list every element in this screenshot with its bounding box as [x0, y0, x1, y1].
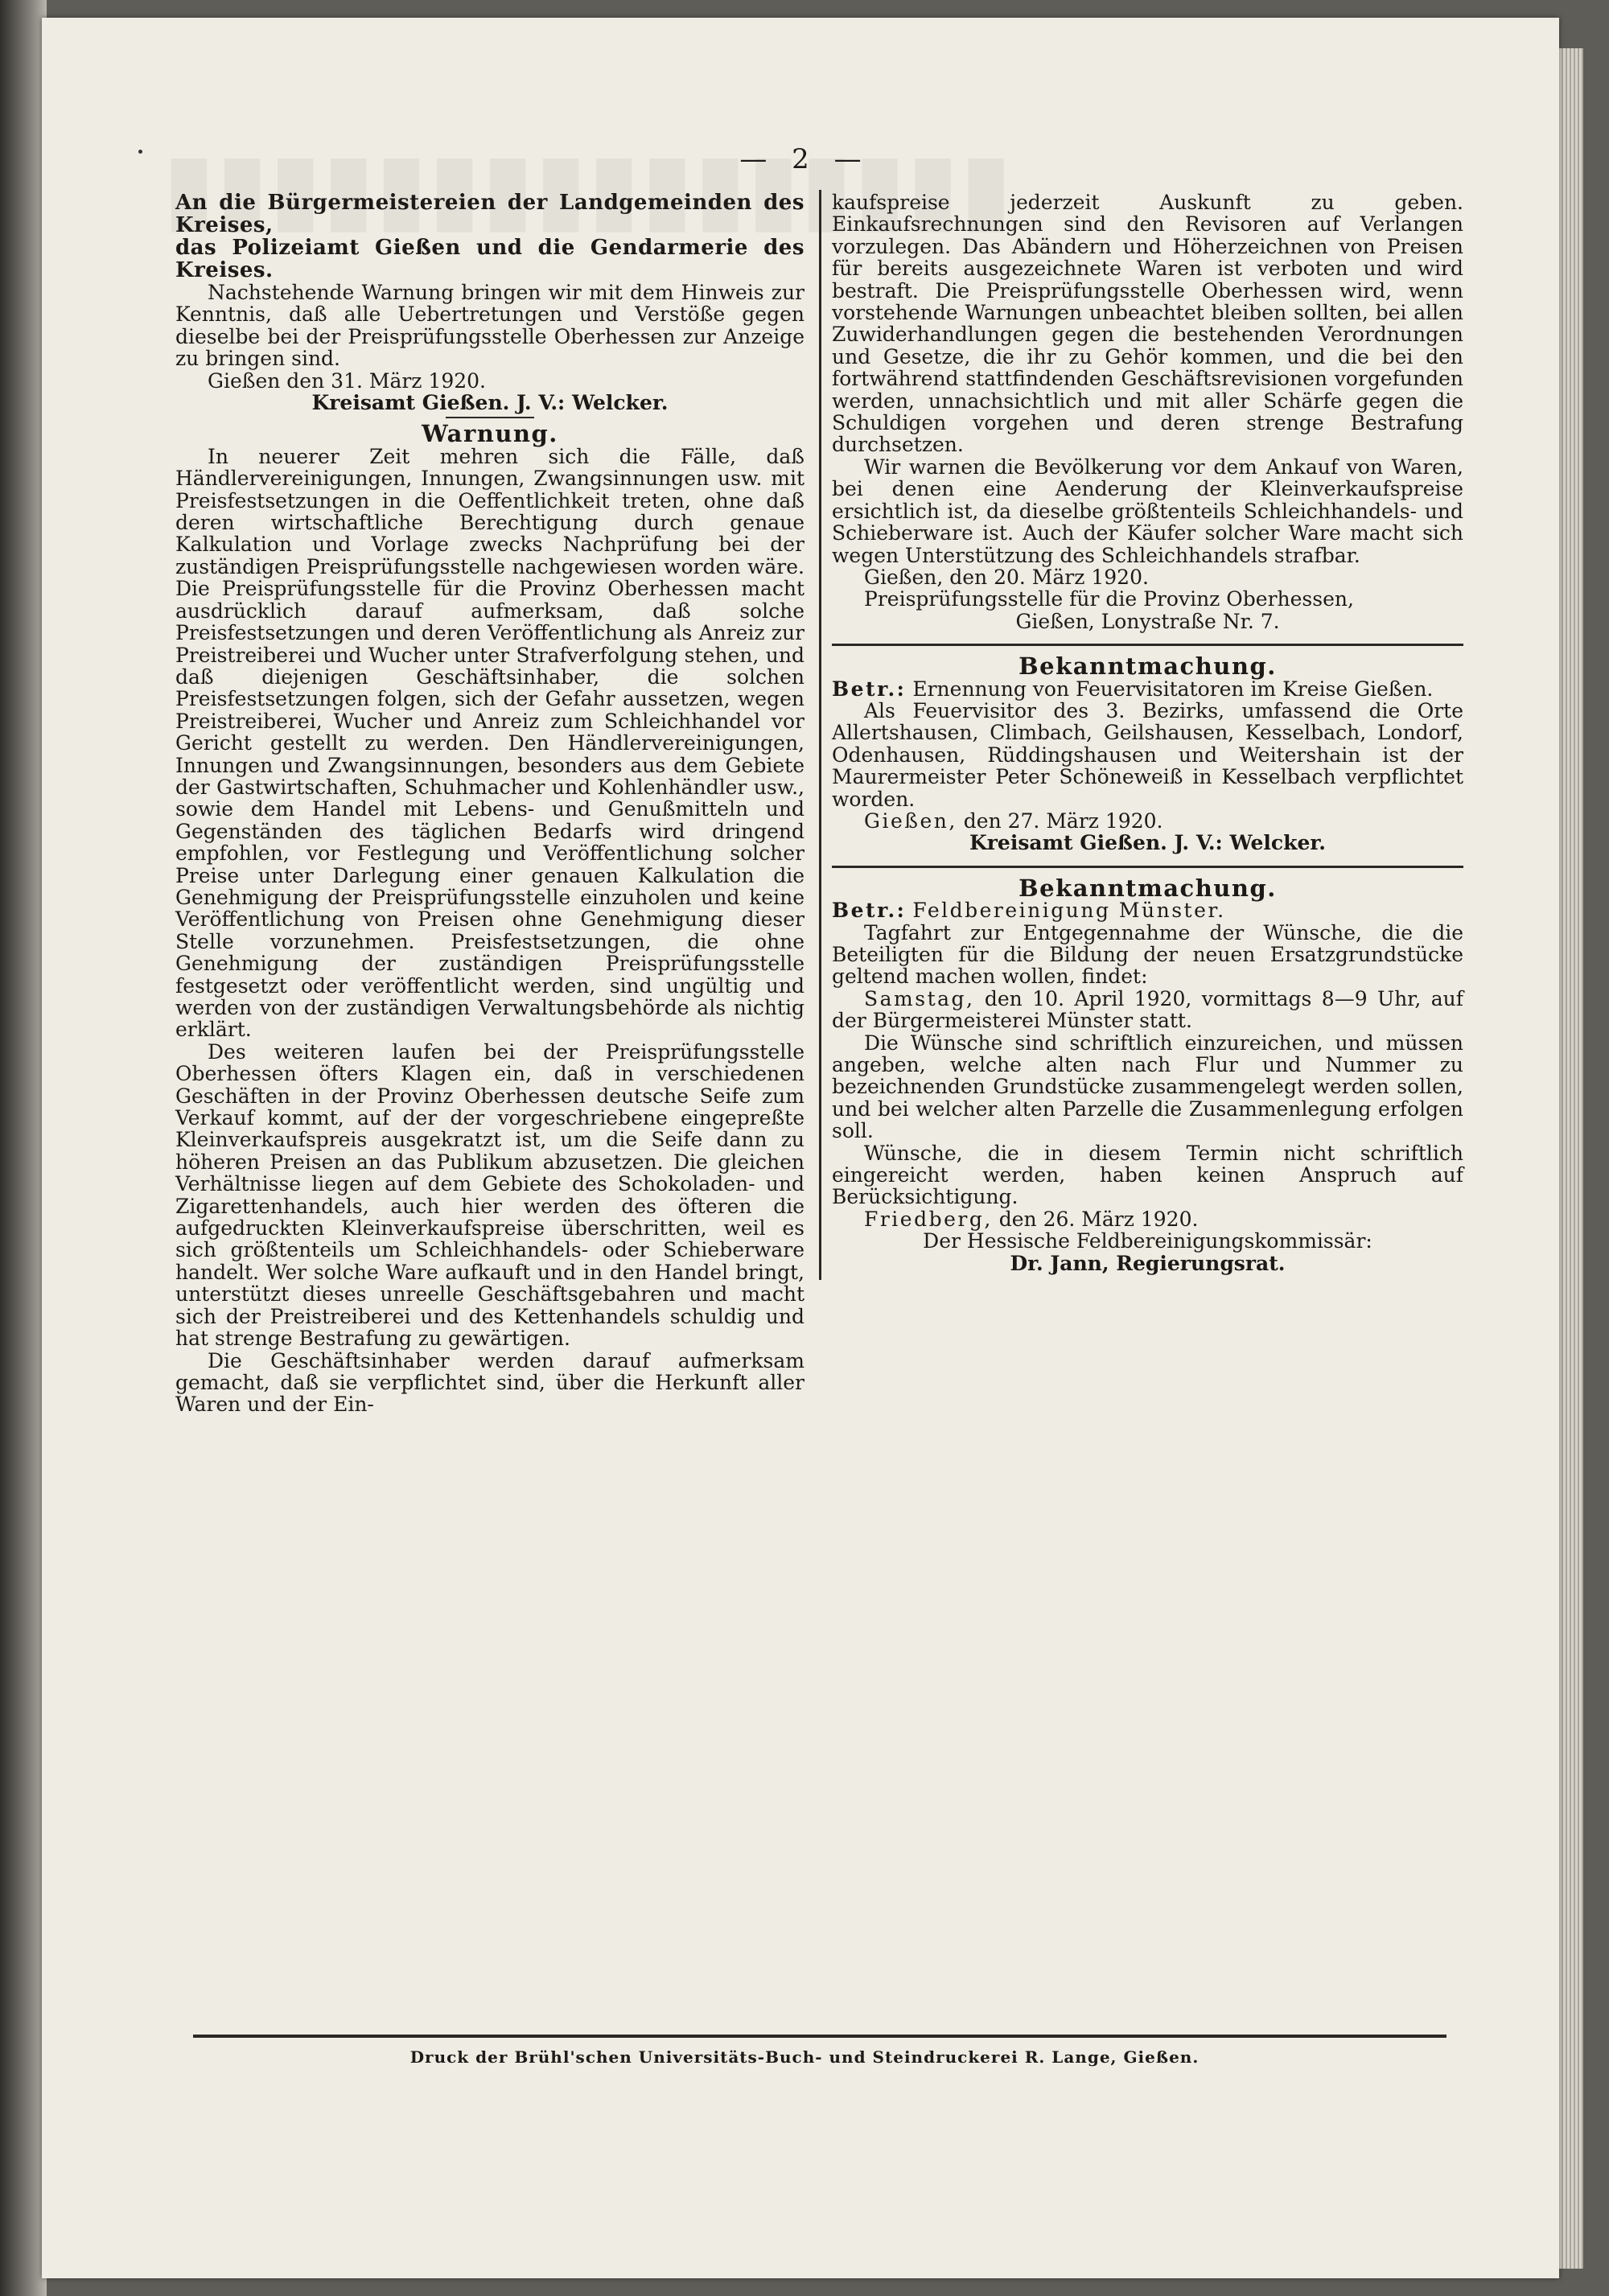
notice1-dateline: [832, 810, 1463, 832]
warning-paragraph-3: Die Geschäftsinhaber werden darauf aufmerksam gemacht, daß sie verpflichtet sind, über die Herkunft aller Waren und der Ein-: [175, 1348, 804, 1417]
warning-signature-line2: Gießen, Lonystraße Nr. 7.: [1015, 609, 1280, 633]
notice2-place: Friedberg,: [864, 1207, 993, 1231]
notice2-appointment: [832, 988, 1463, 1032]
left-date: Gießen den 31. März 1920.: [208, 368, 486, 393]
warning-paragraph-4: Wir warnen die Bevölkerung vor dem Ankauf von Waren, bei denen eine Aenderung der Kleinverkaufspreise ersichtlich ist, da dieselbe größtenteils Schleichhandels- und Schieberware ist. Auch der Käufer solcher Ware macht sich wegen Unterstützung des Schleichhandels strafbar.: [832, 455, 1463, 567]
notice2-subject-text: Feldbereinigung Münster.: [912, 899, 1226, 923]
footer-rule: [193, 2035, 1446, 2038]
notice1-place: Gießen,: [864, 809, 957, 833]
notice1-subject: [832, 678, 1463, 700]
printer-imprint: Druck der Brühl'schen Universitäts-Buch- und Steindruckerei R. Lange, Gießen.: [409, 2047, 1200, 2067]
left-intro-paragraph: Nachstehende Warnung bringen wir mit dem Hinweis zur Kenntnis, daß alle Uebertretungen und Verstöße gegen dieselbe bei der Preisprüfungsstelle Oberhessen zur Anzeige zu bringen sind.: [175, 281, 804, 371]
notice2-subject-label: Betr.:: [832, 899, 907, 923]
notice2-date: den 26. März 1920.: [998, 1207, 1199, 1231]
left-heading-line2: das Polizeiamt Gießen und die Gendarmerie des Kreises.: [175, 236, 804, 282]
warning-title: Warnung.: [422, 420, 558, 448]
notice1-subject-label: Betr.:: [832, 677, 907, 701]
left-column: [175, 191, 804, 1416]
notice2-when: den 10. April 1920, vormittags 8—9 Uhr, auf der Bürgermeisterei Münster statt.: [832, 986, 1463, 1033]
warning-date: Gießen, den 20. März 1920.: [864, 565, 1149, 589]
notice2-subject: [832, 899, 1463, 921]
page-edge: [1559, 48, 1583, 2269]
notice2-text-2: Die Wünsche sind schriftlich einzureichen, und müssen angeben, welche alten nach Flur und Nummer zu bezeichnenden Grundstücke zusammengelegt werden sollen, und bei welcher alten Parzelle die Zusammenlegung erfolgen soll.: [832, 1031, 1463, 1143]
notice2-title: Bekanntmachung.: [1018, 874, 1277, 902]
notice1-text: Als Feuervisitor des 3. Bezirks, umfassend die Orte Allertshausen, Climbach, Geilshausen, Kesselbach, Londorf, Odenhausen, Rüddingshausen und Weitershain ist der Maurermeister Peter Schöneweiß in Kesselbach verpflichtet worden.: [832, 698, 1463, 811]
notice2-text-1: Tagfahrt zur Entgegennahme der Wünsche, die die Beteiligten für die Bildung der neuen Ersatzgrundstücke geltend machen wollen, findet:: [832, 920, 1463, 989]
notice2-text-3: Wünsche, die in diesem Termin nicht schriftlich eingereicht werden, haben keinen Anspruch auf Berücksichtigung.: [832, 1141, 1463, 1209]
left-heading-line1: An die Bürgermeistereien der Landgemeinden des Kreises,: [175, 191, 804, 237]
left-signature: Kreisamt Gießen. J. V.: Welcker.: [311, 391, 669, 415]
section-divider-1: [832, 644, 1463, 646]
notice1-title: Bekanntmachung.: [1018, 652, 1277, 681]
page-number: — 2 —: [739, 143, 870, 175]
notice2-signature-line1: Der Hessische Feldbereinigungskommissär:: [923, 1229, 1372, 1253]
warning-paragraph-2: Des weiteren laufen bei der Preisprüfungsstelle Oberhessen öfters Klagen ein, daß in verschiedenen Geschäften in der Provinz Oberhessen deutsche Seife zum Verkauf kommt, auf der der vorgeschriebene eingepreßte Kleinverkaufspreis ausgekratzt ist, um die Seife dann zu höheren Preisen an das Publikum abzusetzen. Die gleichen Verhältnisse liegen auf dem Gebiete des Schokoladen- und Zigarettenhandels, auch hier werden des öfteren die aufgedruckten Kleinverkaufspreise überschritten, weil es sich größtenteils um Schleichhandels- oder Schieberware handelt. Wer solche Ware aufkauft und in den Handel bringt, unterstützt dieses unreelle Geschäftsgebahren und macht sich der Preistreiberei und des Kettenhandels schuldig und hat strenge Bestrafung zu gewärtigen.: [175, 1039, 804, 1351]
notice2-signature-line2: Dr. Jann, Regierungsrat.: [1010, 1251, 1286, 1275]
column-divider: [819, 190, 821, 1280]
notice1-subject-text: Ernennung von Feuervisitatoren im Kreise Gießen.: [912, 677, 1434, 701]
short-divider: [446, 417, 534, 418]
warning-signature-line1: Preisprüfungsstelle für die Provinz Oberhessen,: [864, 587, 1354, 611]
notice2-day: Samstag,: [864, 986, 975, 1010]
book-binding: [0, 0, 47, 2296]
notice1-signature: Kreisamt Gießen. J. V.: Welcker.: [969, 831, 1326, 855]
notice1-date: den 27. März 1920.: [963, 809, 1163, 833]
right-column: [832, 191, 1463, 1274]
notice2-dateline: [832, 1208, 1463, 1230]
warning-paragraph-1: In neuerer Zeit mehren sich die Fälle, daß Händlervereinigungen, Innungen, Zwangsinnungen usw. mit Preisfestsetzungen in die Oeffentlichkeit treten, ohne daß deren wirtschaftliche Berechtigung durch genaue Kalkulation und Vorlage zwecks Nachprüfung bei der zuständigen Preisprüfungsstelle nachgewiesen worden wäre. Die Preisprüfungsstelle für die Provinz Oberhessen macht ausdrücklich darauf aufmerksam, daß solche Preisfestsetzungen und deren Veröffentlichung als Anreiz zur Preistreiberei und Wucher unter Strafverfolgung stehen, und daß diejenigen Geschäftsinhaber, die solchen Preisfestsetzungen folgen, sich der Gefahr aussetzen, wegen Preistreiberei, Wucher und Anreiz zum Schleichhandel vor Gericht gestellt zu werden. Den Händlervereinigungen, Innungen und Zwangsinnungen, besonders aus dem Gebiete der Gastwirtschaften, Schuhmacher und Kohlenhändler usw., sowie dem Handel mit Lebens- und Genußmitteln und Gegenständen des täglichen Bedarfs wird dringend empfohlen, vor Festlegung und Veröffentlichung solcher Preise unter Darlegung einer genauen Kalkulation die Genehmigung der Preisprüfungsstelle einzuholen und keine Veröffentlichung von Preisen ohne Genehmigung dieser Stelle vorzunehmen. Preisfestsetzungen, die ohne Genehmigung der zuständigen Preisprüfungsstelle festgesetzt oder veröffentlicht werden, sind ungültig und werden von der zuständigen Verwaltungsbehörde als nichtig erklärt.: [175, 444, 804, 1042]
section-divider-2: [832, 866, 1463, 868]
warning-continuation: kaufspreise jederzeit Auskunft zu geben. Einkaufsrechnungen sind den Revisoren auf Verlangen vorzulegen. Das Abändern und Höherzeichnen von Preisen für bereits ausgezeichnete Waren ist verboten und wird bestraft. Die Preisprüfungsstelle Oberhessen wird, wenn vorstehende Warnungen unbeachtet bleiben sollten, bei allen Zuwiderhandlungen gegen die bestehenden Verordnungen und Gesetze, die ihr zu Gehör kommen, und die bei den fortwährend stattfindenden Geschäftsrevisionen vorgefunden werden, unnachsichtlich und mit aller Schärfe gegen die Schuldigen vorgehen und deren strenge Bestrafung durchsetzen.: [832, 191, 1463, 457]
